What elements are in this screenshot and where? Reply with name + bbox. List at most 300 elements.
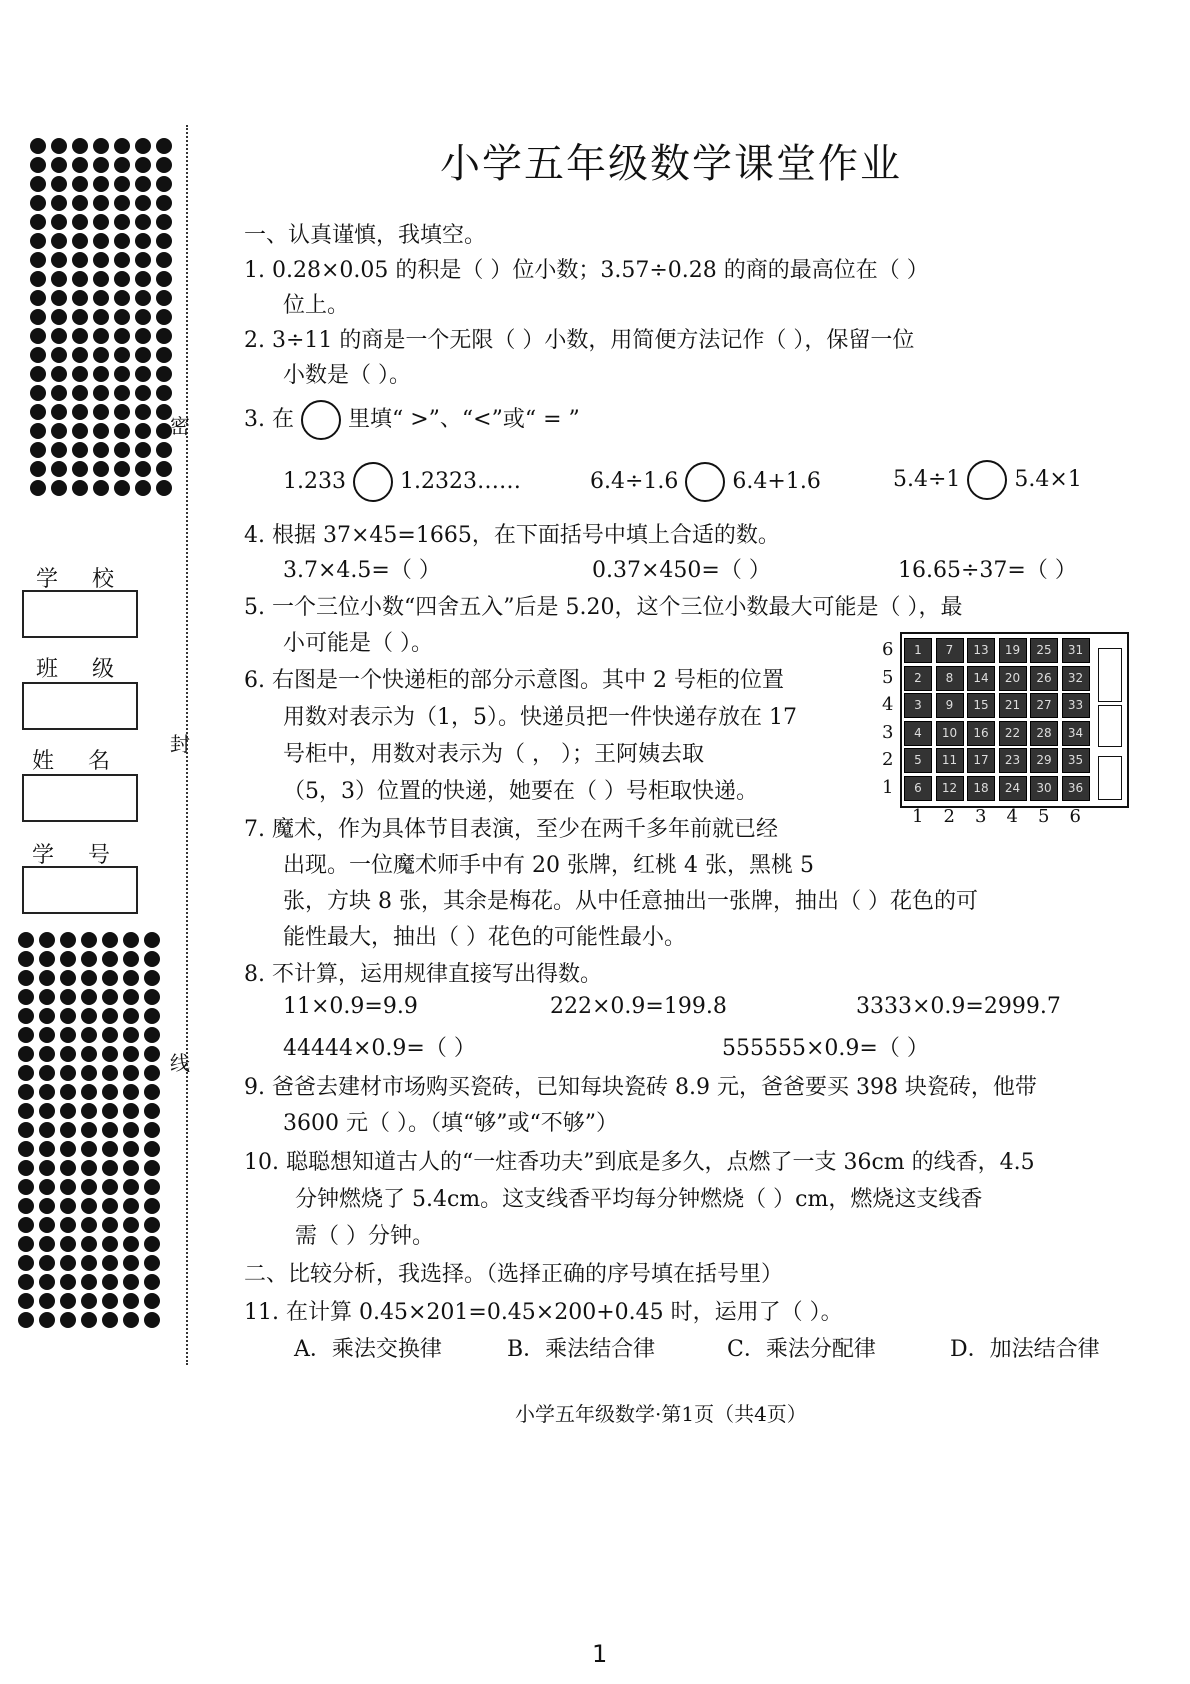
q8-blank-1: 44444×0.9=（ ） bbox=[283, 1036, 476, 1061]
margin-dot bbox=[30, 461, 46, 477]
margin-dot bbox=[135, 423, 151, 439]
margin-dot bbox=[156, 290, 172, 306]
margin-dot bbox=[72, 233, 88, 249]
margin-dot bbox=[39, 1046, 55, 1062]
page-number: 1 bbox=[592, 1640, 608, 1668]
margin-dot bbox=[102, 1065, 118, 1081]
margin-dot bbox=[18, 989, 34, 1005]
margin-dot bbox=[102, 1293, 118, 1309]
dot-pattern-bottom bbox=[18, 932, 162, 1328]
margin-dot bbox=[51, 328, 67, 344]
margin-dot bbox=[123, 1008, 139, 1024]
name-field[interactable] bbox=[22, 774, 138, 822]
margin-dot bbox=[51, 423, 67, 439]
margin-dot bbox=[144, 1027, 160, 1043]
margin-dot bbox=[60, 1179, 76, 1195]
margin-dot bbox=[102, 1046, 118, 1062]
locker-cell: 4 bbox=[904, 721, 932, 746]
q11-option-c: C．乘法分配律 bbox=[727, 1337, 876, 1362]
margin-dot bbox=[156, 385, 172, 401]
margin-dot bbox=[123, 1293, 139, 1309]
margin-dot bbox=[93, 347, 109, 363]
student-id-label: 学号 bbox=[32, 843, 145, 868]
locker-cell: 16 bbox=[967, 721, 995, 746]
margin-dot bbox=[51, 195, 67, 211]
locker-col-label: 6 bbox=[1069, 806, 1081, 827]
margin-dot bbox=[123, 1255, 139, 1271]
margin-dot bbox=[114, 309, 130, 325]
margin-dot bbox=[93, 309, 109, 325]
margin-dot bbox=[60, 932, 76, 948]
margin-dot bbox=[60, 1198, 76, 1214]
margin-dot bbox=[51, 138, 67, 154]
margin-dot bbox=[156, 328, 172, 344]
margin-dot bbox=[144, 1312, 160, 1328]
margin-dot bbox=[39, 1179, 55, 1195]
margin-dot bbox=[39, 1027, 55, 1043]
margin-dot bbox=[93, 195, 109, 211]
seal-char-mi: 密 bbox=[170, 414, 190, 438]
q1-line-2: 位上。 bbox=[283, 293, 350, 318]
locker-cell: 6 bbox=[904, 776, 932, 801]
margin-dot bbox=[30, 138, 46, 154]
locker-col-label: 2 bbox=[943, 806, 955, 827]
seal-char-feng: 封 bbox=[170, 732, 190, 756]
margin-dot bbox=[156, 252, 172, 268]
margin-dot bbox=[156, 157, 172, 173]
margin-dot bbox=[30, 252, 46, 268]
margin-dot bbox=[93, 271, 109, 287]
margin-dot bbox=[51, 271, 67, 287]
margin-dot bbox=[51, 404, 67, 420]
margin-dot bbox=[39, 1312, 55, 1328]
margin-dot bbox=[102, 1217, 118, 1233]
margin-dot bbox=[39, 1141, 55, 1157]
margin-dot bbox=[18, 1255, 34, 1271]
margin-dot bbox=[18, 1312, 34, 1328]
margin-dot bbox=[144, 1084, 160, 1100]
margin-dot bbox=[60, 1027, 76, 1043]
margin-dot bbox=[30, 385, 46, 401]
locker-cell: 18 bbox=[967, 776, 995, 801]
locker-row-label: 2 bbox=[882, 749, 894, 770]
margin-dot bbox=[39, 989, 55, 1005]
margin-dot bbox=[93, 252, 109, 268]
margin-dot bbox=[114, 423, 130, 439]
margin-dot bbox=[72, 214, 88, 230]
margin-dot bbox=[60, 1255, 76, 1271]
margin-dot bbox=[81, 1027, 97, 1043]
q8-example-2: 222×0.9=199.8 bbox=[550, 994, 727, 1019]
locker-cell: 22 bbox=[999, 721, 1027, 746]
margin-dot bbox=[93, 290, 109, 306]
margin-dot bbox=[102, 1160, 118, 1176]
locker-cell: 9 bbox=[936, 693, 964, 718]
margin-dot bbox=[30, 309, 46, 325]
margin-dot bbox=[51, 385, 67, 401]
margin-dot bbox=[144, 932, 160, 948]
margin-dot bbox=[81, 951, 97, 967]
margin-dot bbox=[60, 989, 76, 1005]
margin-dot bbox=[51, 366, 67, 382]
margin-dot bbox=[60, 970, 76, 986]
margin-dot bbox=[114, 252, 130, 268]
margin-dot bbox=[135, 385, 151, 401]
margin-dot bbox=[72, 309, 88, 325]
margin-dot bbox=[93, 328, 109, 344]
margin-dot bbox=[81, 1008, 97, 1024]
margin-dot bbox=[114, 442, 130, 458]
margin-dot bbox=[114, 461, 130, 477]
margin-dot bbox=[135, 176, 151, 192]
margin-dot bbox=[156, 366, 172, 382]
margin-dot bbox=[114, 404, 130, 420]
q5-line-2: 小可能是（ ）。 bbox=[283, 631, 433, 656]
margin-dot bbox=[39, 1255, 55, 1271]
locker-col-label: 3 bbox=[975, 806, 987, 827]
dot-pattern-top bbox=[30, 138, 174, 496]
locker-cell: 35 bbox=[1062, 748, 1090, 773]
margin-dot bbox=[102, 1274, 118, 1290]
margin-dot bbox=[123, 1046, 139, 1062]
margin-dot bbox=[81, 1160, 97, 1176]
q4-blank-3: 16.65÷37=（ ） bbox=[898, 558, 1077, 583]
margin-dot bbox=[156, 480, 172, 496]
margin-dot bbox=[72, 404, 88, 420]
margin-dot bbox=[81, 1103, 97, 1119]
margin-dot bbox=[30, 214, 46, 230]
q3-compare-3 bbox=[893, 460, 1082, 500]
q9-line-1: 9. 爸爸去建材市场购买瓷砖，已知每块瓷砖 8.9 元，爸爸要买 398 块瓷砖，他带 bbox=[244, 1075, 1037, 1100]
margin-dot bbox=[144, 1274, 160, 1290]
margin-dot bbox=[144, 1179, 160, 1195]
margin-dot bbox=[123, 1103, 139, 1119]
margin-dot bbox=[123, 932, 139, 948]
margin-dot bbox=[123, 1027, 139, 1043]
q8-example-3: 3333×0.9=2999.7 bbox=[856, 994, 1061, 1019]
margin-dot bbox=[123, 970, 139, 986]
margin-dot bbox=[102, 932, 118, 948]
locker-cell: 8 bbox=[936, 666, 964, 691]
margin-dot bbox=[144, 1046, 160, 1062]
locker-cell: 34 bbox=[1062, 721, 1090, 746]
student-id-field[interactable] bbox=[22, 866, 138, 914]
q3-compare-1 bbox=[283, 462, 521, 502]
q6-line-1: 6. 右图是一个快递柜的部分示意图。其中 2 号柜的位置 bbox=[244, 668, 784, 693]
margin-dot bbox=[60, 1008, 76, 1024]
margin-dot bbox=[39, 970, 55, 986]
q3-c2-right: 6.4+1.6 bbox=[732, 469, 821, 494]
answer-circle-2[interactable] bbox=[685, 462, 725, 502]
margin-dot bbox=[60, 951, 76, 967]
q6-line-4: （5，3）位置的快递，她要在（ ）号柜取快递。 bbox=[283, 779, 758, 804]
margin-dot bbox=[102, 1084, 118, 1100]
margin-dot bbox=[72, 138, 88, 154]
margin-dot bbox=[144, 1198, 160, 1214]
locker-cell: 7 bbox=[936, 638, 964, 663]
locker-row-label: 5 bbox=[882, 666, 894, 688]
locker-cell: 11 bbox=[936, 748, 964, 773]
q3-compare-2 bbox=[590, 462, 821, 502]
margin-dot bbox=[93, 233, 109, 249]
margin-dot bbox=[102, 1312, 118, 1328]
margin-dot bbox=[72, 480, 88, 496]
margin-dot bbox=[72, 442, 88, 458]
margin-dot bbox=[18, 951, 34, 967]
q4-blank-2: 0.37×450=（ ） bbox=[592, 558, 771, 583]
q3-c1-left: 1.233 bbox=[283, 469, 346, 494]
margin-dot bbox=[144, 1008, 160, 1024]
q11-option-d: D．加法结合律 bbox=[950, 1337, 1100, 1362]
margin-dot bbox=[51, 347, 67, 363]
margin-dot bbox=[60, 1160, 76, 1176]
margin-dot bbox=[123, 1065, 139, 1081]
margin-dot bbox=[30, 271, 46, 287]
margin-dot bbox=[144, 1236, 160, 1252]
margin-dot bbox=[156, 309, 172, 325]
answer-circle-3[interactable] bbox=[967, 460, 1007, 500]
margin-dot bbox=[72, 385, 88, 401]
margin-dot bbox=[156, 176, 172, 192]
margin-dot bbox=[102, 1255, 118, 1271]
margin-dot bbox=[60, 1236, 76, 1252]
locker-col-label: 4 bbox=[1006, 806, 1018, 827]
margin-dot bbox=[135, 252, 151, 268]
margin-dot bbox=[102, 989, 118, 1005]
margin-dot bbox=[135, 138, 151, 154]
locker-row-label: 6 bbox=[882, 639, 894, 660]
margin-dot bbox=[114, 195, 130, 211]
margin-dot bbox=[144, 1141, 160, 1157]
margin-dot bbox=[60, 1103, 76, 1119]
margin-dot bbox=[144, 1160, 160, 1176]
margin-dot bbox=[72, 461, 88, 477]
q6-line-2: 用数对表示为（1，5）。快递员把一件快递存放在 17 bbox=[283, 705, 797, 730]
margin-dot bbox=[93, 385, 109, 401]
margin-dot bbox=[39, 1065, 55, 1081]
q4-line-1: 4. 根据 37×45=1665，在下面括号中填上合适的数。 bbox=[244, 523, 780, 548]
margin-dot bbox=[123, 1084, 139, 1100]
margin-dot bbox=[39, 951, 55, 967]
q7-line-2: 出现。一位魔术师手中有 20 张牌，红桃 4 张，黑桃 5 bbox=[283, 853, 814, 878]
q3-c2-left: 6.4÷1.6 bbox=[590, 469, 679, 494]
margin-dot bbox=[144, 1255, 160, 1271]
margin-dot bbox=[102, 951, 118, 967]
margin-dot bbox=[81, 989, 97, 1005]
margin-dot bbox=[18, 1274, 34, 1290]
margin-dot bbox=[30, 404, 46, 420]
school-field[interactable] bbox=[22, 590, 138, 638]
q11-option-b: B．乘法结合律 bbox=[507, 1337, 656, 1362]
margin-dot bbox=[30, 328, 46, 344]
margin-dot bbox=[135, 404, 151, 420]
margin-dot bbox=[18, 1027, 34, 1043]
margin-dot bbox=[114, 347, 130, 363]
margin-dot bbox=[114, 176, 130, 192]
locker-cell: 19 bbox=[999, 638, 1027, 663]
margin-dot bbox=[72, 347, 88, 363]
margin-dot bbox=[30, 423, 46, 439]
margin-dot bbox=[39, 1217, 55, 1233]
margin-dot bbox=[102, 1008, 118, 1024]
class-label: 班级 bbox=[36, 657, 149, 682]
margin-dot bbox=[144, 1122, 160, 1138]
margin-dot bbox=[93, 176, 109, 192]
margin-dot bbox=[81, 1255, 97, 1271]
margin-dot bbox=[93, 404, 109, 420]
margin-dot bbox=[18, 1293, 34, 1309]
q1-line-1: 1. 0.28×0.05 的积是（ ）位小数；3.57÷0.28 的商的最高位在（ ） bbox=[244, 258, 929, 283]
margin-dot bbox=[156, 347, 172, 363]
margin-dot bbox=[39, 1236, 55, 1252]
margin-dot bbox=[123, 1122, 139, 1138]
locker-cell: 17 bbox=[967, 748, 995, 773]
locker-side-compartment bbox=[1098, 705, 1122, 747]
margin-dot bbox=[72, 423, 88, 439]
margin-dot bbox=[93, 366, 109, 382]
locker-cell: 26 bbox=[1030, 666, 1058, 691]
margin-dot bbox=[102, 1103, 118, 1119]
q2-line-1: 2. 3÷11 的商是一个无限（ ）小数，用简便方法记作（ ），保留一位 bbox=[244, 328, 915, 353]
margin-dot bbox=[30, 366, 46, 382]
name-label: 姓名 bbox=[32, 749, 145, 774]
answer-circle-1[interactable] bbox=[353, 462, 393, 502]
margin-dot bbox=[135, 214, 151, 230]
q11-option-a: A．乘法交换律 bbox=[294, 1337, 442, 1362]
locker-cell: 23 bbox=[999, 748, 1027, 773]
margin-dot bbox=[135, 480, 151, 496]
margin-dot bbox=[18, 970, 34, 986]
margin-dot bbox=[81, 1293, 97, 1309]
margin-dot bbox=[60, 1217, 76, 1233]
q8-example-1: 11×0.9=9.9 bbox=[283, 994, 418, 1019]
margin-dot bbox=[102, 1179, 118, 1195]
locker-cell: 24 bbox=[999, 776, 1027, 801]
margin-dot bbox=[39, 1008, 55, 1024]
locker-cell: 32 bbox=[1062, 666, 1090, 691]
seal-char-xian: 线 bbox=[170, 1051, 190, 1075]
margin-dot bbox=[30, 157, 46, 173]
margin-dot bbox=[123, 1274, 139, 1290]
margin-dot bbox=[93, 138, 109, 154]
margin-dot bbox=[102, 1122, 118, 1138]
margin-dot bbox=[135, 442, 151, 458]
locker-side-compartment bbox=[1098, 756, 1122, 800]
margin-dot bbox=[144, 1103, 160, 1119]
margin-dot bbox=[81, 1065, 97, 1081]
margin-dot bbox=[60, 1122, 76, 1138]
margin-dot bbox=[123, 1179, 139, 1195]
margin-dot bbox=[144, 989, 160, 1005]
margin-dot bbox=[51, 176, 67, 192]
q8-blank-2: 555555×0.9=（ ） bbox=[722, 1036, 929, 1061]
margin-dot bbox=[18, 932, 34, 948]
locker-row-label: 4 bbox=[882, 694, 894, 715]
margin-dot bbox=[72, 195, 88, 211]
margin-dot bbox=[135, 195, 151, 211]
margin-dot bbox=[102, 1141, 118, 1157]
margin-dot bbox=[144, 951, 160, 967]
margin-dot bbox=[18, 1179, 34, 1195]
locker-cell: 15 bbox=[967, 693, 995, 718]
margin-dot bbox=[72, 290, 88, 306]
margin-dot bbox=[60, 1084, 76, 1100]
margin-dot bbox=[114, 271, 130, 287]
locker-cell: 33 bbox=[1062, 693, 1090, 718]
margin-dot bbox=[60, 1065, 76, 1081]
locker-cell: 27 bbox=[1030, 693, 1058, 718]
margin-dot bbox=[114, 157, 130, 173]
margin-dot bbox=[135, 347, 151, 363]
locker-col-label: 1 bbox=[912, 806, 924, 827]
margin-dot bbox=[30, 442, 46, 458]
margin-dot bbox=[81, 1141, 97, 1157]
locker-cell: 25 bbox=[1030, 638, 1058, 663]
margin-dot bbox=[81, 1122, 97, 1138]
margin-dot bbox=[114, 385, 130, 401]
margin-dot bbox=[81, 1198, 97, 1214]
margin-dot bbox=[18, 1160, 34, 1176]
margin-dot bbox=[156, 214, 172, 230]
margin-dot bbox=[144, 1065, 160, 1081]
q10-line-3: 需（ ）分钟。 bbox=[295, 1224, 434, 1249]
margin-dot bbox=[123, 1236, 139, 1252]
margin-dot bbox=[135, 157, 151, 173]
locker-cell: 2 bbox=[904, 666, 932, 691]
locker-cell: 14 bbox=[967, 666, 995, 691]
margin-dot bbox=[72, 366, 88, 382]
locker-cell: 31 bbox=[1062, 638, 1090, 663]
margin-dot bbox=[81, 1046, 97, 1062]
margin-dot bbox=[156, 271, 172, 287]
margin-dot bbox=[72, 252, 88, 268]
margin-dot bbox=[60, 1141, 76, 1157]
margin-dot bbox=[156, 195, 172, 211]
margin-dot bbox=[135, 461, 151, 477]
margin-dot bbox=[72, 271, 88, 287]
q6-line-3: 号柜中，用数对表示为（ ， ）；王阿姨去取 bbox=[283, 742, 704, 767]
q3-c3-right: 5.4×1 bbox=[1014, 467, 1082, 492]
class-field[interactable] bbox=[22, 682, 138, 730]
margin-dot bbox=[135, 366, 151, 382]
margin-dot bbox=[144, 1217, 160, 1233]
margin-dot bbox=[123, 1160, 139, 1176]
margin-dot bbox=[39, 1122, 55, 1138]
margin-dot bbox=[18, 1122, 34, 1138]
margin-dot bbox=[156, 461, 172, 477]
margin-dot bbox=[81, 1217, 97, 1233]
margin-dot bbox=[18, 1198, 34, 1214]
q9-line-2: 3600 元（ ）。（填“够”或“不够”） bbox=[283, 1111, 618, 1136]
q2-line-2: 小数是（ ）。 bbox=[283, 363, 411, 388]
margin-dot bbox=[135, 290, 151, 306]
q7-line-3: 张，方块 8 张，其余是梅花。从中任意抽出一张牌，抽出（ ）花色的可 bbox=[283, 889, 978, 914]
locker-cell: 30 bbox=[1030, 776, 1058, 801]
margin-dot bbox=[135, 233, 151, 249]
locker-cell: 5 bbox=[904, 748, 932, 773]
locker-cell: 13 bbox=[967, 638, 995, 663]
margin-dot bbox=[18, 1065, 34, 1081]
margin-dot bbox=[39, 1160, 55, 1176]
margin-dot bbox=[30, 233, 46, 249]
margin-dot bbox=[156, 233, 172, 249]
margin-dot bbox=[93, 442, 109, 458]
margin-dot bbox=[39, 1198, 55, 1214]
margin-dot bbox=[51, 290, 67, 306]
section-2-heading: 二、比较分析，我选择。（选择正确的序号填在括号里） bbox=[244, 1262, 784, 1287]
page-footer: 小学五年级数学·第1页（共4页） bbox=[515, 1402, 807, 1426]
margin-dot bbox=[81, 1312, 97, 1328]
